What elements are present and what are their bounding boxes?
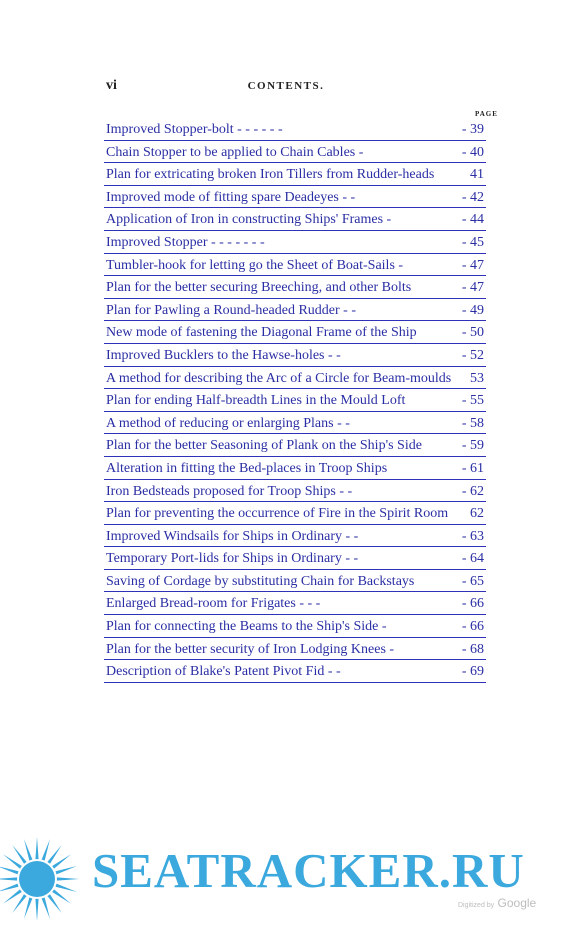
toc-entry-page: - 55 [461, 393, 484, 409]
toc-entry-page: - 68 [461, 641, 484, 657]
toc-entry [104, 208, 486, 231]
toc-entry [104, 118, 486, 141]
toc-entry-title: A method of reducing or enlarging Plans - - [106, 415, 350, 431]
toc-entry-title: Iron Bedsteads proposed for Troop Ships - - [106, 483, 353, 499]
toc-entry-page: - 49 [461, 302, 484, 318]
page-column-label: PAGE [475, 110, 498, 118]
toc-entry-title: Plan for the better Seasoning of Plank on the Ship's Side [106, 438, 422, 454]
toc-entry-title: Enlarged Bread-room for Frigates - - - [106, 596, 321, 612]
page-title: CONTENTS. [247, 80, 325, 92]
toc-entry-title: Alteration in fitting the Bed-places in Troop Ships [106, 460, 388, 476]
toc-entry-title: A method for describing the Arc of a Circle for Beam-moulds [106, 370, 452, 386]
toc-entry-title: Description of Blake's Patent Pivot Fid - - [106, 664, 341, 680]
toc-entry-title: Chain Stopper to be applied to Chain Cables - [106, 144, 364, 160]
toc-entry-page: - 61 [461, 460, 484, 476]
toc-entry [104, 254, 486, 277]
toc-entry-title: Improved Stopper - - - - - - - [106, 234, 265, 250]
toc-entry [104, 525, 486, 548]
toc-entry-title: Improved mode of fitting spare Deadeyes - - [106, 189, 356, 205]
toc-entry-page: - 47 [461, 280, 484, 296]
toc-entry [104, 231, 486, 254]
toc-entry [104, 570, 486, 593]
toc-entry-page: - 64 [461, 551, 484, 567]
toc-entry [104, 502, 486, 525]
contents-list [104, 118, 486, 683]
toc-entry-title: Improved Windsails for Ships in Ordinary - - [106, 528, 359, 544]
toc-entry-page: - 62 [461, 483, 484, 499]
toc-entry-page: - 52 [461, 347, 484, 363]
toc-entry [104, 547, 486, 570]
toc-entry [104, 321, 486, 344]
toc-entry-page: - 65 [461, 573, 484, 589]
sun-icon [0, 834, 82, 924]
toc-entry-title: Tumbler-hook for letting go the Sheet of Boat-Sails - [106, 257, 404, 273]
toc-entry-title: Temporary Port-lids for Ships in Ordinary - - [106, 551, 359, 567]
toc-entry-title: Improved Bucklers to the Hawse-holes - - [106, 347, 341, 363]
toc-entry-page: 53 [470, 370, 484, 386]
toc-entry-title: Plan for ending Half-breadth Lines in the Mould Loft [106, 393, 406, 409]
toc-entry [104, 367, 486, 390]
toc-entry-title: Plan for preventing the occurrence of Fire in the Spirit Room [106, 506, 449, 522]
toc-entry-title: Plan for Pawling a Round-headed Rudder - - [106, 302, 356, 318]
toc-entry-title: Saving of Cordage by substituting Chain for Backstays [106, 573, 415, 589]
toc-entry-title: Plan for the better securing Breeching, and other Bolts [106, 280, 412, 296]
toc-entry [104, 344, 486, 367]
toc-entry [104, 660, 486, 683]
toc-entry [104, 638, 486, 661]
toc-entry-title: Application of Iron in constructing Ships' Frames - [106, 212, 392, 228]
toc-entry-page: - 66 [461, 596, 484, 612]
toc-entry-title: New mode of fastening the Diagonal Frame of the Ship [106, 325, 417, 341]
toc-entry-page: - 42 [461, 189, 484, 205]
toc-entry-title: Plan for the better security of Iron Lodging Knees - [106, 641, 395, 657]
toc-entry-page: - 69 [461, 664, 484, 680]
toc-entry [104, 592, 486, 615]
toc-entry [104, 276, 486, 299]
toc-entry-page: - 40 [461, 144, 484, 160]
toc-entry [104, 434, 486, 457]
toc-entry-page: - 39 [461, 122, 484, 137]
toc-entry-page: - 63 [461, 528, 484, 544]
google-mark-brand: Google [497, 896, 537, 910]
toc-entry [104, 412, 486, 435]
toc-entry-page: - 44 [461, 212, 484, 228]
toc-entry [104, 480, 486, 503]
toc-entry [104, 615, 486, 638]
toc-entry [104, 457, 486, 480]
toc-entry [104, 141, 486, 164]
toc-entry-page: - 58 [461, 415, 484, 431]
google-mark-prefix: Digitized by [458, 902, 495, 909]
page-number: vi [106, 78, 117, 93]
toc-entry [104, 389, 486, 412]
watermark-text: SEATRACKER.RU [92, 843, 525, 898]
toc-entry [104, 186, 486, 209]
toc-entry-title: Plan for extricating broken Iron Tillers from Rudder-heads [106, 167, 435, 183]
toc-entry-page: - 45 [461, 234, 484, 250]
toc-entry-title: Improved Stopper-bolt - - - - - - [106, 122, 283, 137]
toc-entry-title: Plan for connecting the Beams to the Ship's Side - [106, 619, 387, 635]
toc-entry [104, 163, 486, 186]
toc-entry-page: - 66 [461, 619, 484, 635]
toc-entry-page: 41 [470, 167, 484, 183]
toc-entry-page: - 50 [461, 325, 484, 341]
toc-entry-page: - 59 [461, 438, 484, 454]
toc-entry-page: - 47 [461, 257, 484, 273]
toc-entry [104, 299, 486, 322]
google-mark [458, 896, 536, 910]
toc-entry-page: 62 [470, 506, 484, 522]
